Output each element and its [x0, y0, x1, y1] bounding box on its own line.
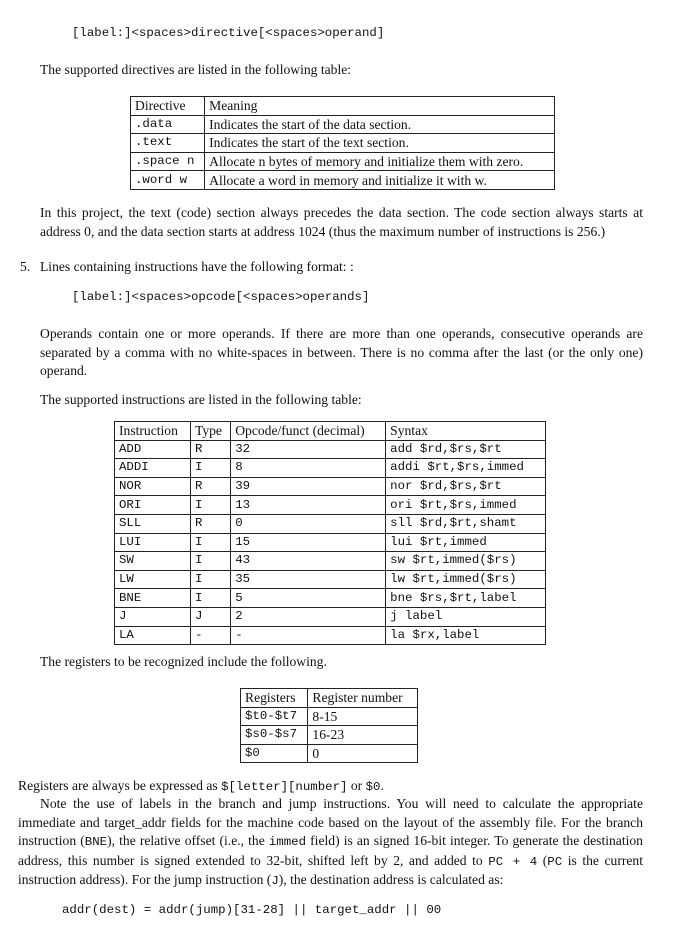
registers-expression: Registers are always be expressed as $[letter][number] or $0. — [18, 778, 384, 794]
table-cell: ADD — [115, 440, 191, 459]
table-row — [131, 171, 555, 190]
instructions-table — [114, 421, 546, 645]
table-cell: .data — [131, 115, 205, 134]
table-cell: ori $rt,$rs,immed — [386, 496, 546, 515]
table-cell: la $rx,label — [386, 626, 546, 645]
table-cell: $t0-$t7 — [241, 707, 308, 726]
jump-formula-code: addr(dest) = addr(jump)[31-28] || target_addr || 00 — [62, 903, 442, 917]
table-cell: nor $rd,$rs,$rt — [386, 477, 546, 496]
table-cell: $s0-$s7 — [241, 726, 308, 745]
table-cell: I — [190, 552, 230, 571]
column-header: Type — [190, 422, 230, 441]
table-row — [115, 533, 546, 552]
table-cell: sll $rd,$rt,shamt — [386, 514, 546, 533]
table-row — [115, 570, 546, 589]
section-paragraph: In this project, the text (code) section always precedes the data section. The code section always starts at address 0, and the data section starts at address 1024 (thus the maximum number of instructions is 256.) — [40, 205, 643, 239]
table-row — [115, 589, 546, 608]
table-cell: bne $rs,$rt,label — [386, 589, 546, 608]
column-header: Opcode/funct (decimal) — [231, 422, 386, 441]
registers-table — [240, 688, 418, 763]
table-cell: 0 — [308, 744, 418, 763]
table-cell: lw $rt,immed($rs) — [386, 570, 546, 589]
table-cell: 5 — [231, 589, 386, 608]
table-cell: 15 — [231, 533, 386, 552]
table-row — [131, 134, 555, 153]
table-cell: 0 — [231, 514, 386, 533]
table-cell: j label — [386, 607, 546, 626]
table-cell: 8-15 — [308, 707, 418, 726]
table-cell: Indicates the start of the data section. — [205, 115, 555, 134]
table-cell: .text — [131, 134, 205, 153]
table-cell: add $rd,$rs,$rt — [386, 440, 546, 459]
column-header: Registers — [241, 689, 308, 708]
table-row — [115, 607, 546, 626]
table-cell: .word w — [131, 171, 205, 190]
table-header-row — [115, 422, 546, 441]
table-cell: Allocate a word in memory and initialize it with w. — [205, 171, 555, 190]
table-cell: LW — [115, 570, 191, 589]
table-cell: Allocate n bytes of memory and initialize them with zero. — [205, 152, 555, 171]
table-cell: NOR — [115, 477, 191, 496]
table-cell: 13 — [231, 496, 386, 515]
table-cell: Indicates the start of the text section. — [205, 134, 555, 153]
column-header: Instruction — [115, 422, 191, 441]
table-cell: ADDI — [115, 459, 191, 478]
table-cell: 35 — [231, 570, 386, 589]
table-cell: 2 — [231, 607, 386, 626]
table-row — [115, 496, 546, 515]
column-header: Register number — [308, 689, 418, 708]
table-cell: - — [190, 626, 230, 645]
table-cell: R — [190, 477, 230, 496]
table-header-row — [241, 689, 418, 708]
table-cell: I — [190, 589, 230, 608]
table-cell: SLL — [115, 514, 191, 533]
column-header: Meaning — [205, 97, 555, 116]
table-cell: 8 — [231, 459, 386, 478]
table-cell: addi $rt,$rs,immed — [386, 459, 546, 478]
table-cell: - — [231, 626, 386, 645]
column-header: Syntax — [386, 422, 546, 441]
labels-note-paragraph: Note the use of labels in the branch and jump instructions. You will need to calculate the appropriate immediate and target_addr fields for the machine code based on the layout of the assembly file. For the branch instruction (BNE), the relative offset (i.e., the immed field) is an signed 16-bit integer. To generate the destination address, this number is signed extended to 32-bit, shifted left by 2, and added to PC + 4 (PC is the current instruction address). For the jump instruction (J), the destination address is calculated as: — [18, 796, 643, 889]
table-row — [241, 707, 418, 726]
table-cell: sw $rt,immed($rs) — [386, 552, 546, 571]
registers-intro: The registers to be recognized include the following. — [40, 654, 327, 669]
table-cell: I — [190, 496, 230, 515]
table-cell: BNE — [115, 589, 191, 608]
table-row — [241, 744, 418, 763]
instruction-format-code: [label:]<spaces>opcode[<spaces>operands] — [72, 290, 370, 304]
table-row — [131, 152, 555, 171]
table-cell: I — [190, 459, 230, 478]
table-cell: I — [190, 570, 230, 589]
instructions-intro: The supported instructions are listed in the following table: — [40, 392, 362, 407]
table-cell: J — [115, 607, 191, 626]
table-cell: 16-23 — [308, 726, 418, 745]
table-row — [241, 726, 418, 745]
table-cell: SW — [115, 552, 191, 571]
column-header: Directive — [131, 97, 205, 116]
table-cell: I — [190, 533, 230, 552]
directive-format-code: [label:]<spaces>directive[<spaces>operand] — [72, 26, 385, 40]
table-cell: 43 — [231, 552, 386, 571]
table-cell: 32 — [231, 440, 386, 459]
table-header-row — [131, 97, 555, 116]
table-row — [115, 552, 546, 571]
table-row — [115, 626, 546, 645]
table-cell: 39 — [231, 477, 386, 496]
table-cell: .space n — [131, 152, 205, 171]
directives-intro: The supported directives are listed in the following table: — [40, 62, 352, 77]
table-cell: LA — [115, 626, 191, 645]
table-cell: R — [190, 514, 230, 533]
table-cell: J — [190, 607, 230, 626]
directives-table — [130, 96, 555, 190]
list-number: 5. — [20, 259, 31, 274]
table-cell: $0 — [241, 744, 308, 763]
table-cell: R — [190, 440, 230, 459]
table-row — [115, 440, 546, 459]
table-row — [115, 477, 546, 496]
list-item-text: Lines containing instructions have the following format: : — [40, 259, 354, 274]
table-row — [115, 514, 546, 533]
table-row — [131, 115, 555, 134]
operands-paragraph: Operands contain one or more operands. If there are more than one operands, consecutive operands are separated by a comma with no white-spaces in between. There is no comma after the last (or the only one) operand. — [40, 326, 643, 379]
table-row — [115, 459, 546, 478]
table-cell: LUI — [115, 533, 191, 552]
table-cell: ORI — [115, 496, 191, 515]
table-cell: lui $rt,immed — [386, 533, 546, 552]
